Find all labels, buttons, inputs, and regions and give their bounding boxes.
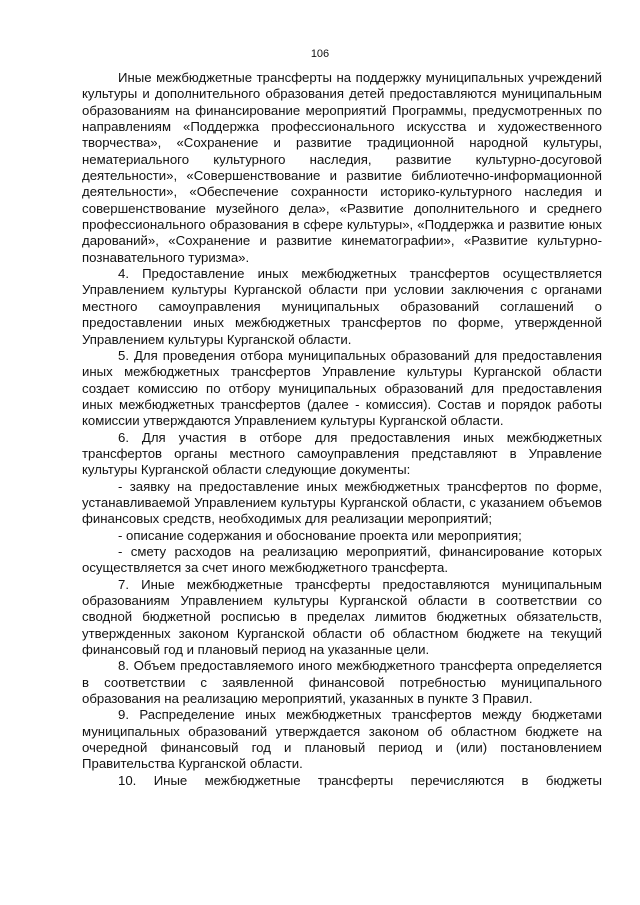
paragraph-transfers-purpose: Иные межбюджетные трансферты на поддержку муниципальных учреждений культуры и дополнительного образования детей предоставляются муниципальным образованиям на финансирование мероприятий Программы, предусмотренных по направлениям «Поддержка профессионального искусства и художественного творчества», «Сохранение и развитие традиционной народной культуры, нематериального культурного наследия, развитие культурно-досуговой деятельности», «Совершенствование и развитие библиотечно-информационной деятельности», «Обеспечение сохранности историко-культурного наследия и совершенствование музейного дела», «Развитие дополнительного и среднего профессионального образования в сфере культуры», «Поддержка и развитие юных дарований», «Сохранение и развитие кинематографии», «Развитие культурно-познавательного туризма». — [82, 70, 602, 265]
paragraph-item-7: 7. Иные межбюджетные трансферты предоставляются муниципальным образованиям Управлением культуры Курганской области в соответствии со сводной бюджетной росписью в пределах лимитов бюджетных обязательств, утвержденных законом Курганской области об областном бюджете на текущий финансовый год и плановый период на указанные цели. — [82, 576, 602, 658]
paragraph-item-8: 8. Объем предоставляемого иного межбюджетного трансферта определяется в соответствии с заявленной финансовой потребностью муниципального образования на реализацию мероприятий, указанных в пункте 3 Правил. — [82, 658, 602, 707]
paragraph-item-6: 6. Для участия в отборе для предоставления иных межбюджетных трансфертов органы местного самоуправления представляют в Управление культуры Курганской области следующие документы: — [82, 429, 602, 478]
list-item-estimate: - смету расходов на реализацию мероприятий, финансирование которых осуществляется за счет иного межбюджетного трансферта. — [82, 543, 602, 576]
document-body — [82, 70, 602, 789]
paragraph-item-9: 9. Распределение иных межбюджетных трансфертов между бюджетами муниципальных образований утверждается законом об областном бюджете на очередной финансовый год и плановый период и (или) постановлением Правительства Курганской области. — [82, 707, 602, 772]
list-item-description: - описание содержания и обоснование проекта или мероприятия; — [118, 527, 522, 543]
paragraph-item-4: 4. Предоставление иных межбюджетных трансфертов осуществляется Управлением культуры Курганской области при условии заключения с органами местного самоуправления муниципальных образований соглашений о предоставлении иных межбюджетных трансфертов по форме, утвержденной Управлением культуры Курганской области. — [82, 266, 602, 347]
list-item-application: - заявку на предоставление иных межбюджетных трансфертов по форме, устанавливаемой Управлением культуры Курганской области, с указанием объемов финансовых средств, необходимых для реализации мероприятий; — [82, 478, 602, 527]
paragraph-item-10: 10. Иные межбюджетные трансферты перечисляются в бюджеты — [118, 772, 602, 788]
page-number: 106 — [310, 48, 330, 60]
paragraph-item-5: 5. Для проведения отбора муниципальных образований для предоставления иных межбюджетных трансфертов Управление культуры Курганской области создает комиссию по отбору муниципальных образований для предоставления иных межбюджетных трансфертов (далее - комиссия). Состав и порядок работы комиссии утверждаются Управлением культуры Курганской области. — [82, 347, 602, 429]
